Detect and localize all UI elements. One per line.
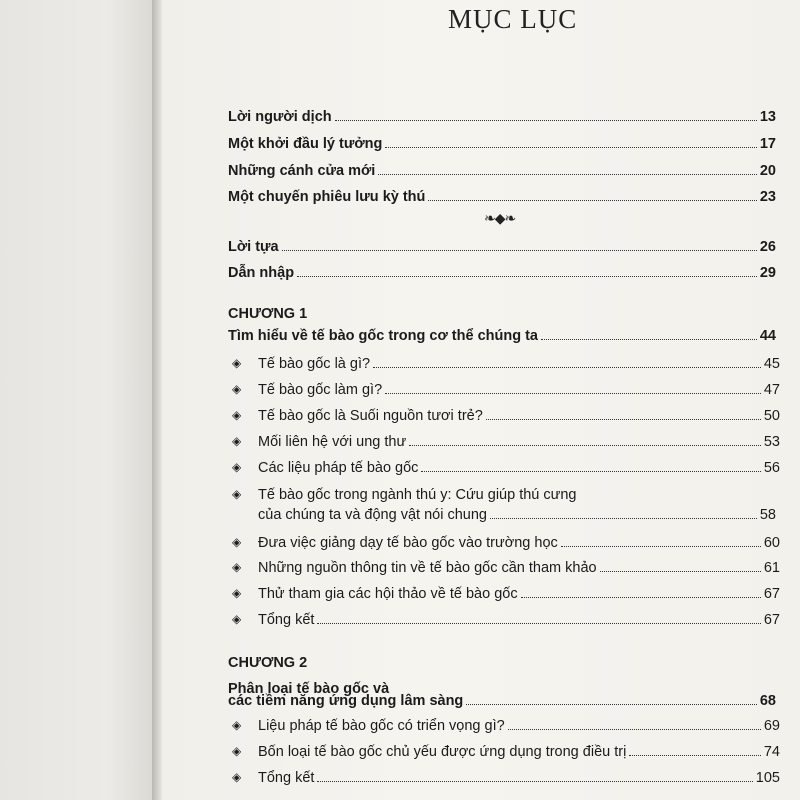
toc-subentry[interactable]: [232, 428, 780, 450]
toc-entry-label-line2: của chúng ta và động vật nói chung: [258, 507, 487, 523]
chapter-heading: CHƯƠNG 2: [228, 655, 308, 671]
toc-entry-page: 67: [763, 586, 780, 602]
leader-dots: [282, 249, 757, 251]
leader-dots: [508, 728, 761, 730]
diamond-bullet-icon: ◈: [232, 612, 242, 626]
toc-entry[interactable]: [228, 157, 776, 179]
leader-dots: [466, 703, 757, 705]
toc-entry-page: 45: [763, 356, 780, 372]
toc-entry-page: 69: [763, 718, 780, 734]
ornament-divider: ❧◆❧: [484, 210, 516, 226]
toc-entry-page: 58: [759, 507, 776, 523]
leader-dots: [486, 418, 761, 420]
chapter-title-entry[interactable]: [228, 687, 776, 709]
leader-dots: [373, 366, 761, 368]
toc-entry-label: Tế bào gốc là gì?: [258, 356, 371, 372]
toc-entry-page: 20: [759, 163, 776, 179]
leader-dots: [428, 199, 756, 201]
toc-entry-label: Tế bào gốc trong ngành thú y: Cứu giúp thú cưng: [258, 487, 577, 503]
leader-dots: [385, 392, 761, 394]
diamond-bullet-icon: ◈: [232, 408, 242, 422]
toc-entry-page: 68: [759, 693, 776, 709]
toc-entry-label: Những cánh cửa mới: [228, 163, 376, 179]
toc-entry-label: Một khởi đầu lý tưởng: [228, 136, 383, 152]
page-title: MỤC LỤC: [448, 4, 578, 34]
toc-subentry-continuation[interactable]: [258, 501, 776, 523]
leader-dots: [385, 146, 756, 148]
leader-dots: [409, 444, 761, 446]
toc-entry-page: 74: [763, 744, 780, 760]
diamond-bullet-icon: ◈: [232, 487, 242, 501]
leader-dots: [421, 470, 760, 472]
toc-subentry[interactable]: [232, 350, 780, 372]
toc-entry-page: 47: [763, 382, 780, 398]
diamond-bullet-icon: ◈: [232, 560, 242, 574]
toc-subentry[interactable]: [232, 580, 780, 602]
diamond-bullet-icon: ◈: [232, 460, 242, 474]
toc-entry-label: Thử tham gia các hội thảo về tế bào gốc: [258, 586, 518, 602]
leader-dots: [629, 754, 761, 756]
leader-dots: [317, 622, 760, 624]
toc-entry-label: Tổng kết: [258, 770, 315, 786]
leader-dots: [521, 596, 761, 598]
toc-entry-page: 61: [763, 560, 780, 576]
toc-subentry[interactable]: [232, 606, 780, 628]
toc-entry[interactable]: [228, 233, 776, 255]
toc-entry-page: 60: [763, 535, 780, 551]
toc-entry-label: Các liệu pháp tế bào gốc: [258, 460, 419, 476]
toc-subentry[interactable]: [232, 402, 780, 424]
toc-entry-label: Dẫn nhập: [228, 265, 295, 281]
toc-entry[interactable]: [228, 130, 776, 152]
diamond-bullet-icon: ◈: [232, 356, 242, 370]
toc-entry-label: Bốn loại tế bào gốc chủ yếu được ứng dụng trong điều trị: [258, 744, 627, 760]
chapter-title-line1: Phân loại tế bào gốc và: [228, 681, 390, 697]
left-page: [0, 0, 152, 800]
toc-entry[interactable]: [228, 259, 776, 281]
leader-dots: [317, 780, 752, 782]
toc-subentry[interactable]: [232, 454, 780, 476]
toc-subentry[interactable]: [232, 738, 780, 760]
toc-entry-page: 44: [759, 328, 776, 344]
diamond-bullet-icon: ◈: [232, 770, 242, 784]
toc-entry-page: 13: [759, 109, 776, 125]
leader-dots: [335, 119, 757, 121]
toc-entry-page: 26: [759, 239, 776, 255]
diamond-bullet-icon: ◈: [232, 382, 242, 396]
chapter-title-entry[interactable]: [228, 322, 776, 344]
toc-subentry[interactable]: [232, 376, 780, 398]
leader-dots: [297, 275, 757, 277]
toc-entry-page: 105: [755, 770, 780, 786]
toc-entry-label: Tế bào gốc làm gì?: [258, 382, 383, 398]
toc-entry-page: 23: [759, 189, 776, 205]
toc-entry[interactable]: [228, 103, 776, 125]
toc-entry-label: Đưa việc giảng dạy tế bào gốc vào trường học: [258, 535, 558, 551]
leader-dots: [561, 545, 761, 547]
toc-subentry[interactable]: [232, 712, 780, 734]
diamond-bullet-icon: ◈: [232, 586, 242, 600]
diamond-bullet-icon: ◈: [232, 434, 242, 448]
diamond-bullet-icon: ◈: [232, 744, 242, 758]
leader-dots: [490, 517, 757, 519]
book-gutter: [152, 0, 162, 800]
toc-entry-label: Tìm hiểu về tế bào gốc trong cơ thể chúng ta: [228, 328, 539, 344]
toc-entry-label: Những nguồn thông tin về tế bào gốc cần tham khảo: [258, 560, 597, 576]
toc-subentry[interactable]: [232, 764, 780, 786]
leader-dots: [541, 338, 757, 340]
diamond-bullet-icon: ◈: [232, 718, 242, 732]
toc-entry-label: Liệu pháp tế bào gốc có triển vọng gì?: [258, 718, 505, 734]
toc-entry-page: 29: [759, 265, 776, 281]
toc-entry-page: 50: [763, 408, 780, 424]
toc-entry-page: 67: [763, 612, 780, 628]
toc-subentry[interactable]: [232, 554, 780, 576]
toc-entry-page: 53: [763, 434, 780, 450]
toc-entry-label: Tổng kết: [258, 612, 315, 628]
chapter-heading: CHƯƠNG 1: [228, 306, 308, 322]
toc-subentry[interactable]: [232, 481, 780, 503]
toc-entry-label: Một chuyến phiêu lưu kỳ thú: [228, 189, 426, 205]
leader-dots: [378, 173, 757, 175]
toc-entry[interactable]: [228, 183, 776, 205]
toc-entry-page: 56: [763, 460, 780, 476]
toc-entry-label: Lời tựa: [228, 239, 279, 255]
toc-subentry[interactable]: [232, 529, 780, 551]
diamond-bullet-icon: ◈: [232, 535, 242, 549]
toc-entry-page: 17: [759, 136, 776, 152]
leader-dots: [600, 570, 761, 572]
toc-entry-label: các tiềm năng ứng dụng lâm sàng: [228, 693, 464, 709]
toc-entry-label: Lời người dịch: [228, 109, 332, 125]
toc-entry-label: Tế bào gốc là Suối nguồn tươi trẻ?: [258, 408, 483, 424]
toc-entry-label: Mối liên hệ với ung thư: [258, 434, 407, 450]
